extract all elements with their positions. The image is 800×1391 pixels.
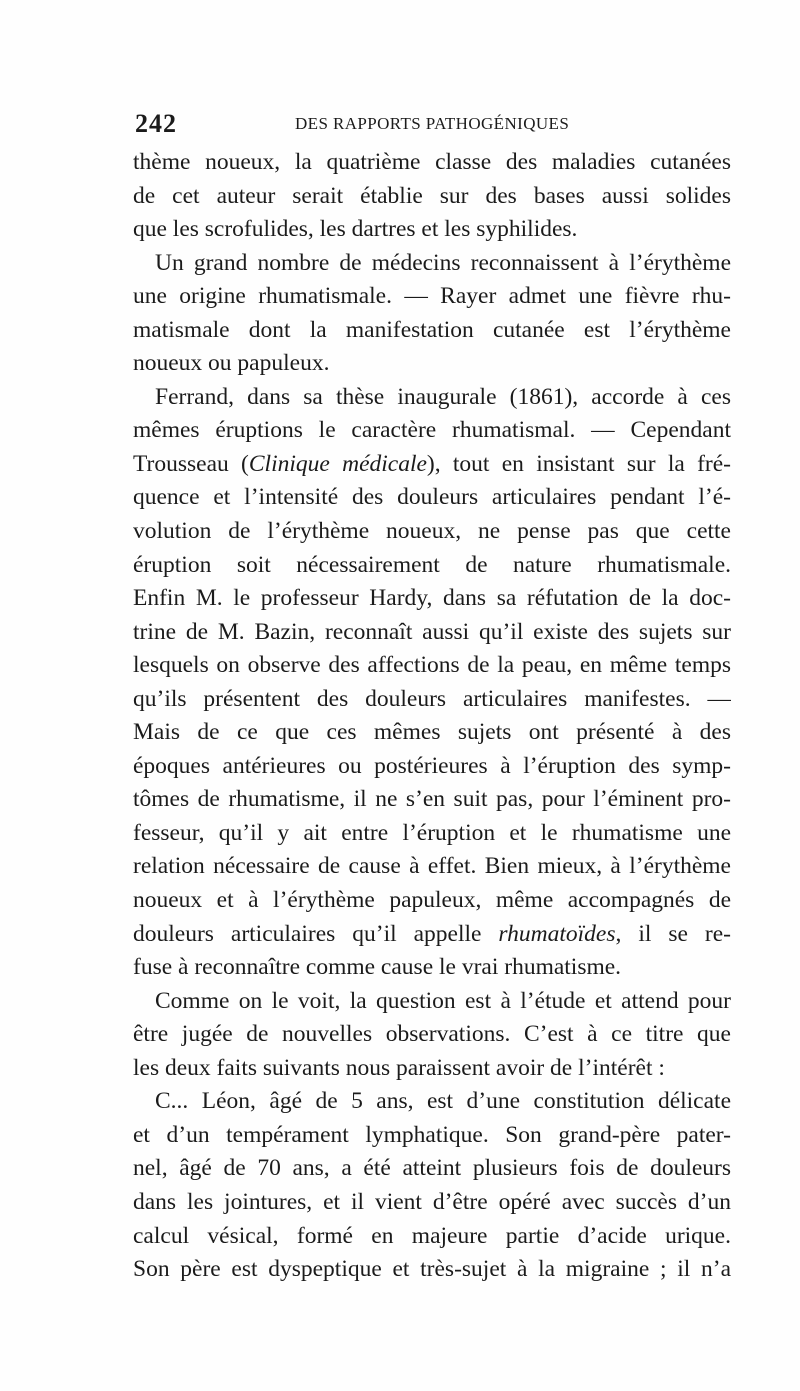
text-line: Comme on le voit, la question est à l’étude et attend pour xyxy=(155,987,731,1014)
text-segment: Trousseau ( xyxy=(133,450,249,477)
running-title: DES RAPPORTS PATHOGÉNIQUES xyxy=(295,114,570,133)
text-line: tômes de rhumatisme, il ne s’en suit pas, pour l’éminent pro- xyxy=(133,786,731,813)
text-line-with-italic xyxy=(133,448,731,482)
text-line: Enfin M. le professeur Hardy, dans sa réfutation de la doc- xyxy=(133,585,731,612)
text-line: C... Léon, âgé de 5 ans, est d’une constitution délicate xyxy=(155,1088,731,1115)
text-line: calcul vésical, formé en majeure partie d’acide urique. xyxy=(133,1222,731,1249)
text-line: et d’un tempérament lymphatique. Son grand-père pater- xyxy=(133,1121,731,1148)
text-line: une origine rhumatismale. — Rayer admet une fièvre rhu- xyxy=(133,283,731,310)
italic-title: Clinique médicale xyxy=(248,450,427,477)
text-line: Ferrand, dans sa thèse inaugurale (1861), accorde à ces xyxy=(155,383,731,410)
text-segment: , il se re- xyxy=(615,920,731,947)
text-line: noueux et à l’érythème papuleux, même accompagnés de xyxy=(133,887,731,914)
text-line: dans les jointures, et il vient d’être opéré avec succès d’un xyxy=(133,1188,731,1215)
text-line: Mais de ce que ces mêmes sujets ont présenté à des xyxy=(133,719,731,746)
text-line: quence et l’intensité des douleurs articulaires pendant l’é- xyxy=(133,484,731,511)
text-line: fuse à reconnaître comme cause le vrai rhumatisme. xyxy=(133,954,622,981)
text-line: de cet auteur serait établie sur des bases aussi solides xyxy=(133,182,731,209)
text-line: relation nécessaire de cause à effet. Bien mieux, à l’érythème xyxy=(133,853,731,880)
text-line: lesquels on observe des affections de la peau, en même temps xyxy=(133,652,731,679)
body-text xyxy=(133,146,731,1287)
text-line: nel, âgé de 70 ans, a été atteint plusieurs fois de douleurs xyxy=(133,1155,731,1182)
text-line: époques antérieures ou postérieures à l’éruption des symp- xyxy=(133,752,731,779)
text-line: éruption soit nécessairement de nature rhumatismale. xyxy=(133,551,731,578)
text-line: trine de M. Bazin, reconnaît aussi qu’il existe des sujets sur xyxy=(133,618,731,645)
text-line: être jugée de nouvelles observations. C’est à ce titre que xyxy=(133,1021,731,1048)
text-line: fesseur, qu’il y ait entre l’éruption et le rhumatisme une xyxy=(133,819,731,846)
text-segment: ), tout en insistant sur la fré- xyxy=(426,450,731,477)
text-segment: douleurs articulaires qu’il appelle xyxy=(133,920,499,947)
text-line: qu’ils présentent des douleurs articulaires manifestes. — xyxy=(133,685,731,712)
text-line: Un grand nombre de médecins reconnaissent à l’érythème xyxy=(155,249,731,276)
text-line: noueux ou papuleux. xyxy=(133,350,330,377)
text-line: matismale dont la manifestation cutanée est l’érythème xyxy=(133,316,731,343)
text-line: thème noueux, la quatrième classe des maladies cutanées xyxy=(133,149,731,175)
italic-term: rhumatoïdes xyxy=(498,920,616,947)
page-header xyxy=(135,106,725,142)
text-line: les deux faits suivants nous paraissent avoir de l’intérêt : xyxy=(133,1054,665,1081)
text-line-with-italic xyxy=(133,918,731,952)
text-line: volution de l’érythème noueux, ne pense pas que cette xyxy=(133,518,731,545)
text-line: que les scrofulides, les dartres et les syphilides. xyxy=(133,216,578,243)
text-line: Son père est dyspeptique et très-sujet à la migraine ; il n’a xyxy=(133,1256,731,1283)
page-number: 242 xyxy=(135,109,177,138)
text-line: mêmes éruptions le caractère rhumatismal. — Cependant xyxy=(133,417,731,444)
